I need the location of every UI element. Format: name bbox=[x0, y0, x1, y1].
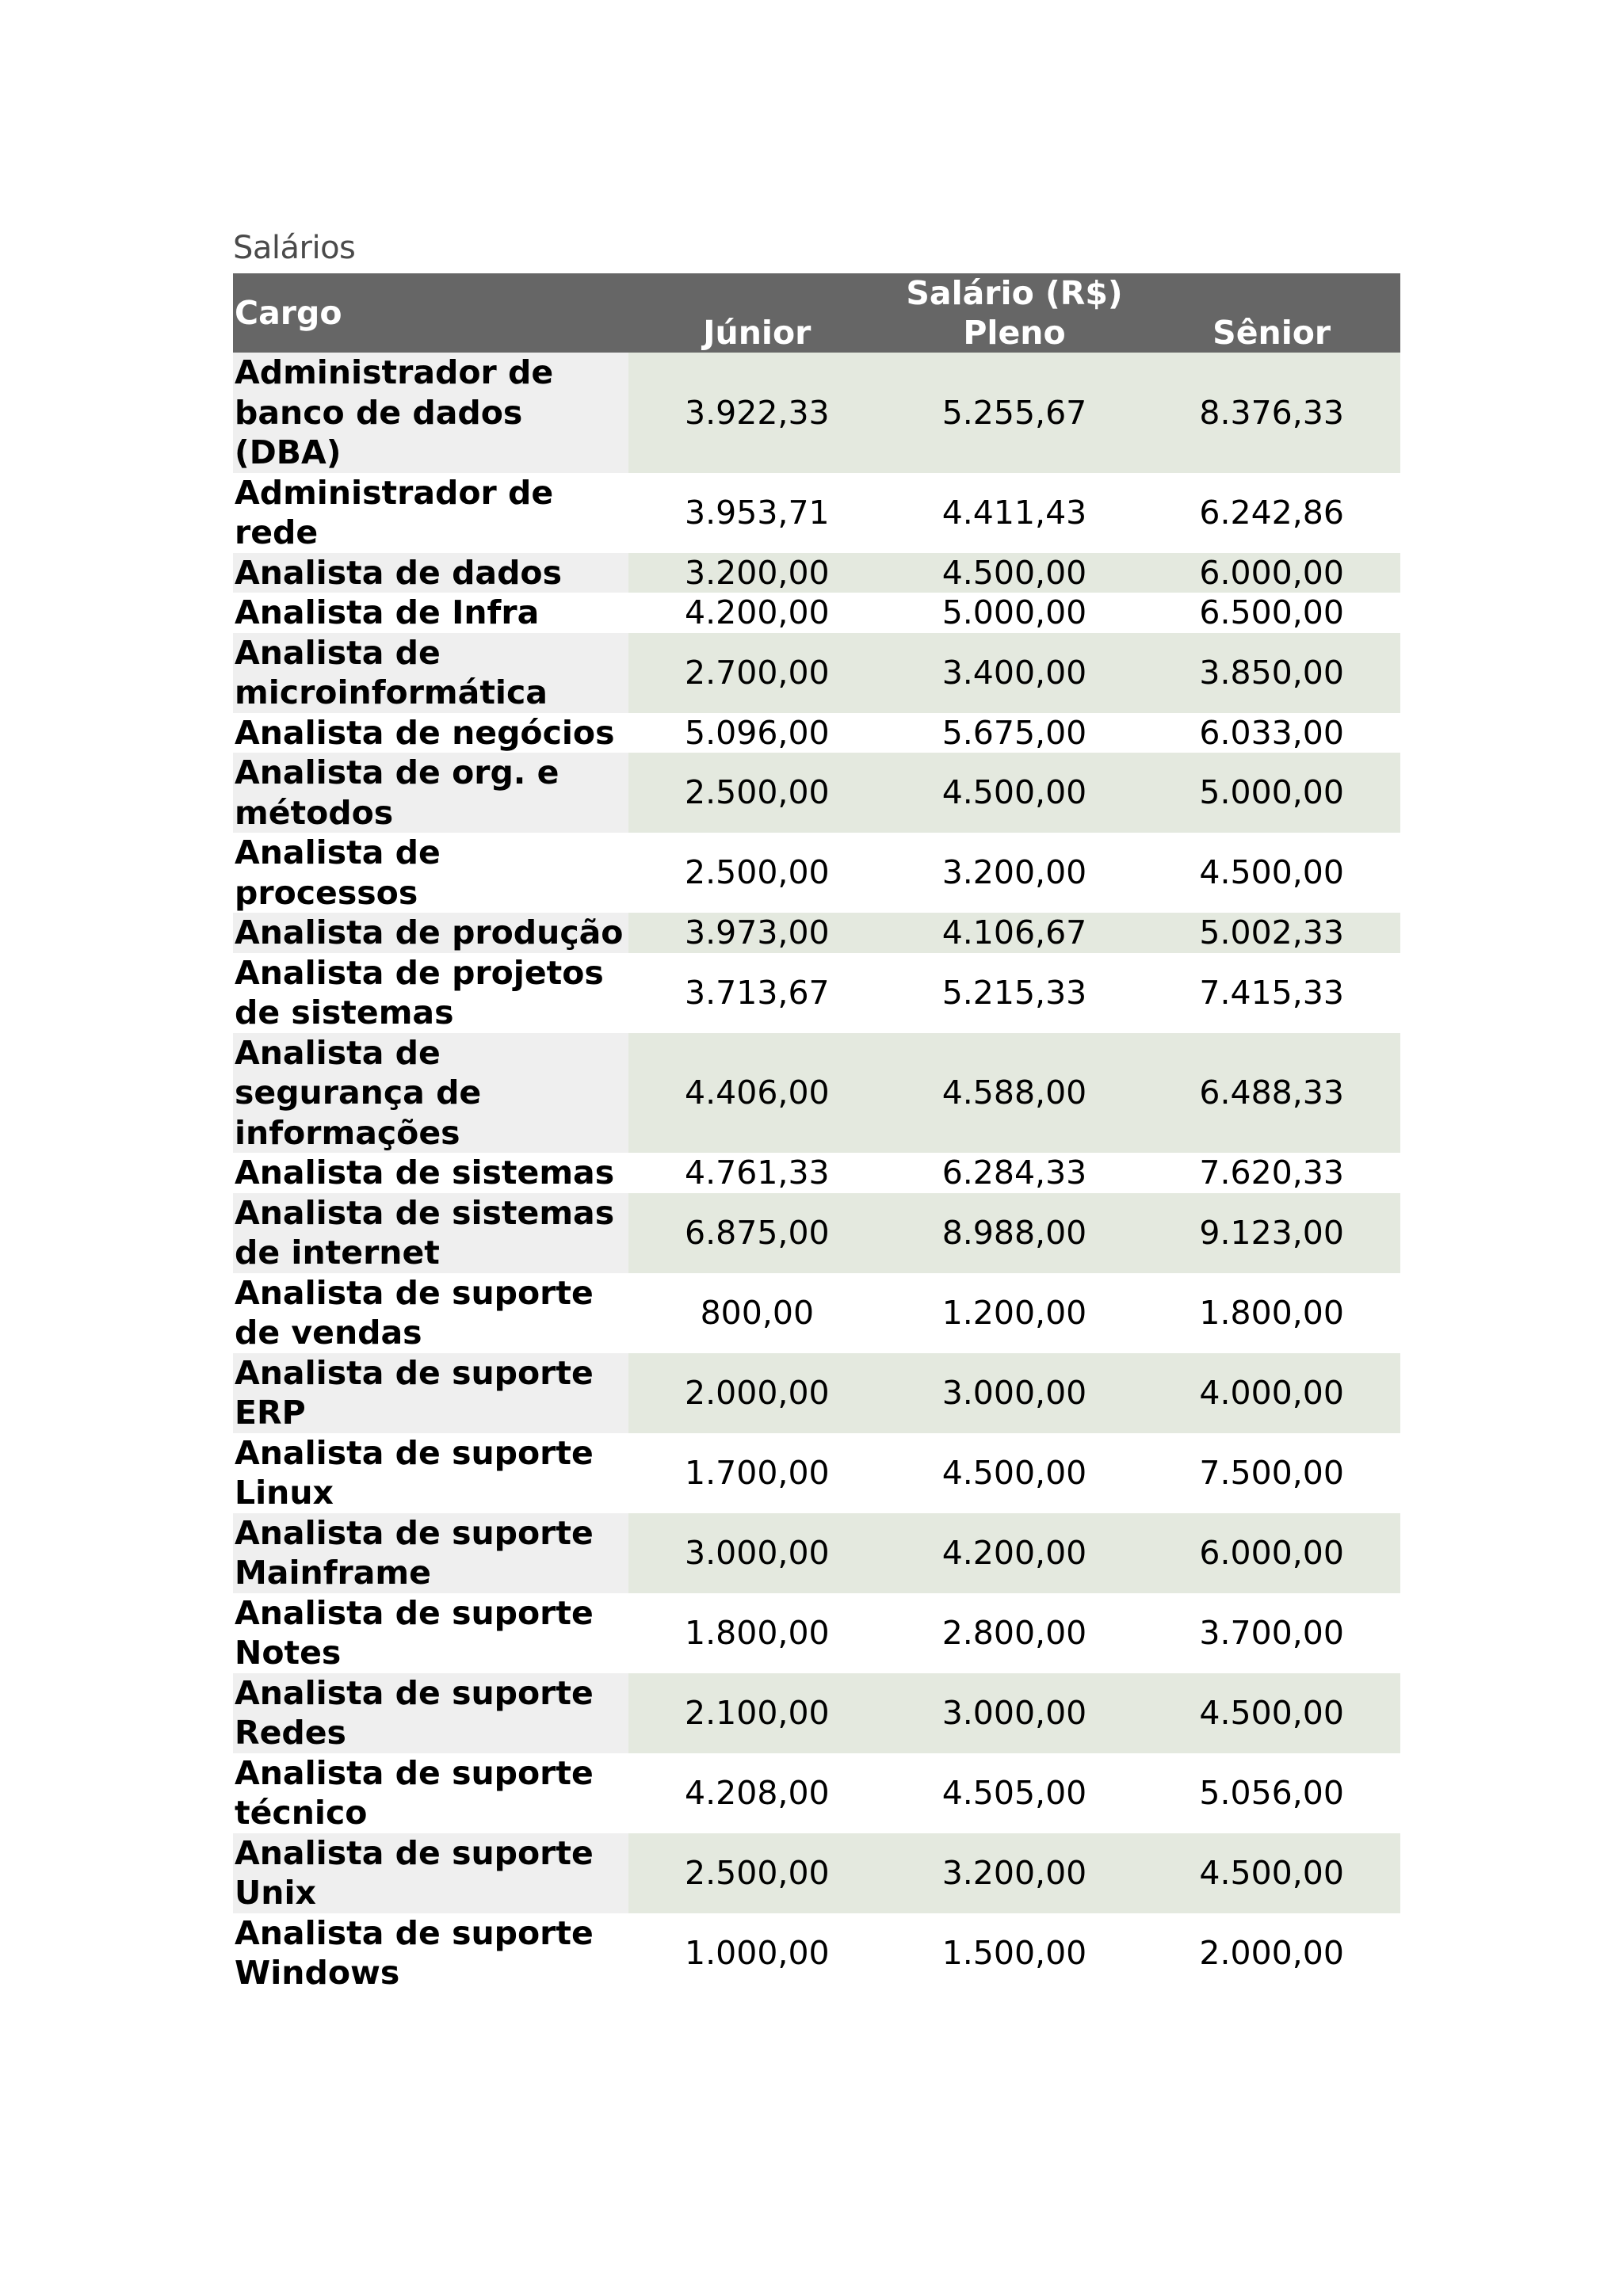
cargo-cell: Analista de processos bbox=[233, 833, 628, 913]
table-row bbox=[233, 1273, 1400, 1353]
table-row bbox=[233, 1513, 1400, 1593]
junior-salary-cell: 3.973,00 bbox=[628, 913, 886, 953]
senior-salary-cell: 5.002,33 bbox=[1143, 913, 1400, 953]
header-row-group bbox=[233, 273, 1400, 313]
pleno-salary-cell: 4.588,00 bbox=[886, 1033, 1144, 1154]
junior-salary-cell: 3.200,00 bbox=[628, 553, 886, 593]
header-cargo: Cargo bbox=[233, 273, 628, 353]
junior-salary-cell: 4.761,33 bbox=[628, 1153, 886, 1193]
senior-salary-cell: 1.800,00 bbox=[1143, 1273, 1400, 1353]
table-row bbox=[233, 1193, 1400, 1273]
header-senior: Sênior bbox=[1143, 313, 1400, 353]
junior-salary-cell: 3.000,00 bbox=[628, 1513, 886, 1593]
salary-table bbox=[233, 273, 1400, 1993]
junior-salary-cell: 2.700,00 bbox=[628, 633, 886, 713]
cargo-cell: Analista de produção bbox=[233, 913, 628, 953]
pleno-salary-cell: 5.675,00 bbox=[886, 713, 1144, 753]
junior-salary-cell: 2.100,00 bbox=[628, 1673, 886, 1753]
pleno-salary-cell: 4.500,00 bbox=[886, 553, 1144, 593]
junior-salary-cell: 3.713,67 bbox=[628, 953, 886, 1033]
senior-salary-cell: 6.033,00 bbox=[1143, 713, 1400, 753]
cargo-cell: Analista de suporte Mainframe bbox=[233, 1513, 628, 1593]
pleno-salary-cell: 4.500,00 bbox=[886, 1433, 1144, 1513]
pleno-salary-cell: 3.000,00 bbox=[886, 1673, 1144, 1753]
senior-salary-cell: 4.500,00 bbox=[1143, 1673, 1400, 1753]
senior-salary-cell: 4.000,00 bbox=[1143, 1353, 1400, 1433]
senior-salary-cell: 7.500,00 bbox=[1143, 1433, 1400, 1513]
table-row bbox=[233, 913, 1400, 953]
table-row bbox=[233, 1833, 1400, 1913]
senior-salary-cell: 6.000,00 bbox=[1143, 1513, 1400, 1593]
table-header bbox=[233, 273, 1400, 353]
pleno-salary-cell: 3.000,00 bbox=[886, 1353, 1144, 1433]
junior-salary-cell: 2.500,00 bbox=[628, 833, 886, 913]
pleno-salary-cell: 5.000,00 bbox=[886, 593, 1144, 633]
cargo-cell: Analista de org. e métodos bbox=[233, 753, 628, 833]
pleno-salary-cell: 3.400,00 bbox=[886, 633, 1144, 713]
cargo-cell: Analista de sistemas bbox=[233, 1153, 628, 1193]
junior-salary-cell: 3.953,71 bbox=[628, 473, 886, 553]
table-row bbox=[233, 473, 1400, 553]
table-row bbox=[233, 713, 1400, 753]
table-row bbox=[233, 1753, 1400, 1833]
cargo-cell: Analista de suporte Redes bbox=[233, 1673, 628, 1753]
senior-salary-cell: 9.123,00 bbox=[1143, 1193, 1400, 1273]
pleno-salary-cell: 4.500,00 bbox=[886, 753, 1144, 833]
cargo-cell: Administrador de rede bbox=[233, 473, 628, 553]
cargo-cell: Analista de dados bbox=[233, 553, 628, 593]
senior-salary-cell: 5.000,00 bbox=[1143, 753, 1400, 833]
table-body bbox=[233, 353, 1400, 1993]
junior-salary-cell: 2.500,00 bbox=[628, 753, 886, 833]
cargo-cell: Administrador de banco de dados (DBA) bbox=[233, 353, 628, 473]
senior-salary-cell: 6.500,00 bbox=[1143, 593, 1400, 633]
table-row bbox=[233, 1673, 1400, 1753]
table-row bbox=[233, 753, 1400, 833]
header-salary-group: Salário (R$) bbox=[628, 273, 1400, 313]
pleno-salary-cell: 4.411,43 bbox=[886, 473, 1144, 553]
junior-salary-cell: 1.700,00 bbox=[628, 1433, 886, 1513]
table-row bbox=[233, 1353, 1400, 1433]
table-row bbox=[233, 553, 1400, 593]
senior-salary-cell: 5.056,00 bbox=[1143, 1753, 1400, 1833]
table-caption: Salários bbox=[233, 230, 356, 266]
cargo-cell: Analista de suporte Notes bbox=[233, 1593, 628, 1673]
junior-salary-cell: 2.500,00 bbox=[628, 1833, 886, 1913]
cargo-cell: Analista de Infra bbox=[233, 593, 628, 633]
table-row bbox=[233, 1153, 1400, 1193]
junior-salary-cell: 2.000,00 bbox=[628, 1353, 886, 1433]
senior-salary-cell: 4.500,00 bbox=[1143, 833, 1400, 913]
table-row bbox=[233, 593, 1400, 633]
cargo-cell: Analista de suporte Linux bbox=[233, 1433, 628, 1513]
cargo-cell: Analista de suporte Unix bbox=[233, 1833, 628, 1913]
pleno-salary-cell: 2.800,00 bbox=[886, 1593, 1144, 1673]
pleno-salary-cell: 5.215,33 bbox=[886, 953, 1144, 1033]
pleno-salary-cell: 6.284,33 bbox=[886, 1153, 1144, 1193]
junior-salary-cell: 3.922,33 bbox=[628, 353, 886, 473]
senior-salary-cell: 2.000,00 bbox=[1143, 1913, 1400, 1993]
senior-salary-cell: 4.500,00 bbox=[1143, 1833, 1400, 1913]
pleno-salary-cell: 1.500,00 bbox=[886, 1913, 1144, 1993]
senior-salary-cell: 3.850,00 bbox=[1143, 633, 1400, 713]
cargo-cell: Analista de projetos de sistemas bbox=[233, 953, 628, 1033]
cargo-cell: Analista de suporte técnico bbox=[233, 1753, 628, 1833]
table-row bbox=[233, 1593, 1400, 1673]
pleno-salary-cell: 3.200,00 bbox=[886, 833, 1144, 913]
senior-salary-cell: 6.488,33 bbox=[1143, 1033, 1400, 1154]
pleno-salary-cell: 1.200,00 bbox=[886, 1273, 1144, 1353]
junior-salary-cell: 5.096,00 bbox=[628, 713, 886, 753]
junior-salary-cell: 1.800,00 bbox=[628, 1593, 886, 1673]
pleno-salary-cell: 3.200,00 bbox=[886, 1833, 1144, 1913]
junior-salary-cell: 6.875,00 bbox=[628, 1193, 886, 1273]
cargo-cell: Analista de segurança de informações bbox=[233, 1033, 628, 1154]
table-row bbox=[233, 1913, 1400, 1993]
senior-salary-cell: 6.000,00 bbox=[1143, 553, 1400, 593]
pleno-salary-cell: 4.505,00 bbox=[886, 1753, 1144, 1833]
senior-salary-cell: 8.376,33 bbox=[1143, 353, 1400, 473]
table-row bbox=[233, 1033, 1400, 1154]
table-row bbox=[233, 1433, 1400, 1513]
senior-salary-cell: 7.415,33 bbox=[1143, 953, 1400, 1033]
cargo-cell: Analista de suporte Windows bbox=[233, 1913, 628, 1993]
pleno-salary-cell: 4.106,67 bbox=[886, 913, 1144, 953]
cargo-cell: Analista de suporte de vendas bbox=[233, 1273, 628, 1353]
cargo-cell: Analista de suporte ERP bbox=[233, 1353, 628, 1433]
table-row bbox=[233, 353, 1400, 473]
junior-salary-cell: 4.200,00 bbox=[628, 593, 886, 633]
header-junior: Júnior bbox=[628, 313, 886, 353]
junior-salary-cell: 4.208,00 bbox=[628, 1753, 886, 1833]
table-row bbox=[233, 833, 1400, 913]
senior-salary-cell: 7.620,33 bbox=[1143, 1153, 1400, 1193]
cargo-cell: Analista de negócios bbox=[233, 713, 628, 753]
header-pleno: Pleno bbox=[886, 313, 1144, 353]
pleno-salary-cell: 8.988,00 bbox=[886, 1193, 1144, 1273]
junior-salary-cell: 800,00 bbox=[628, 1273, 886, 1353]
table-row bbox=[233, 633, 1400, 713]
junior-salary-cell: 1.000,00 bbox=[628, 1913, 886, 1993]
senior-salary-cell: 3.700,00 bbox=[1143, 1593, 1400, 1673]
junior-salary-cell: 4.406,00 bbox=[628, 1033, 886, 1154]
cargo-cell: Analista de microinformática bbox=[233, 633, 628, 713]
senior-salary-cell: 6.242,86 bbox=[1143, 473, 1400, 553]
pleno-salary-cell: 5.255,67 bbox=[886, 353, 1144, 473]
pleno-salary-cell: 4.200,00 bbox=[886, 1513, 1144, 1593]
cargo-cell: Analista de sistemas de internet bbox=[233, 1193, 628, 1273]
table-row bbox=[233, 953, 1400, 1033]
